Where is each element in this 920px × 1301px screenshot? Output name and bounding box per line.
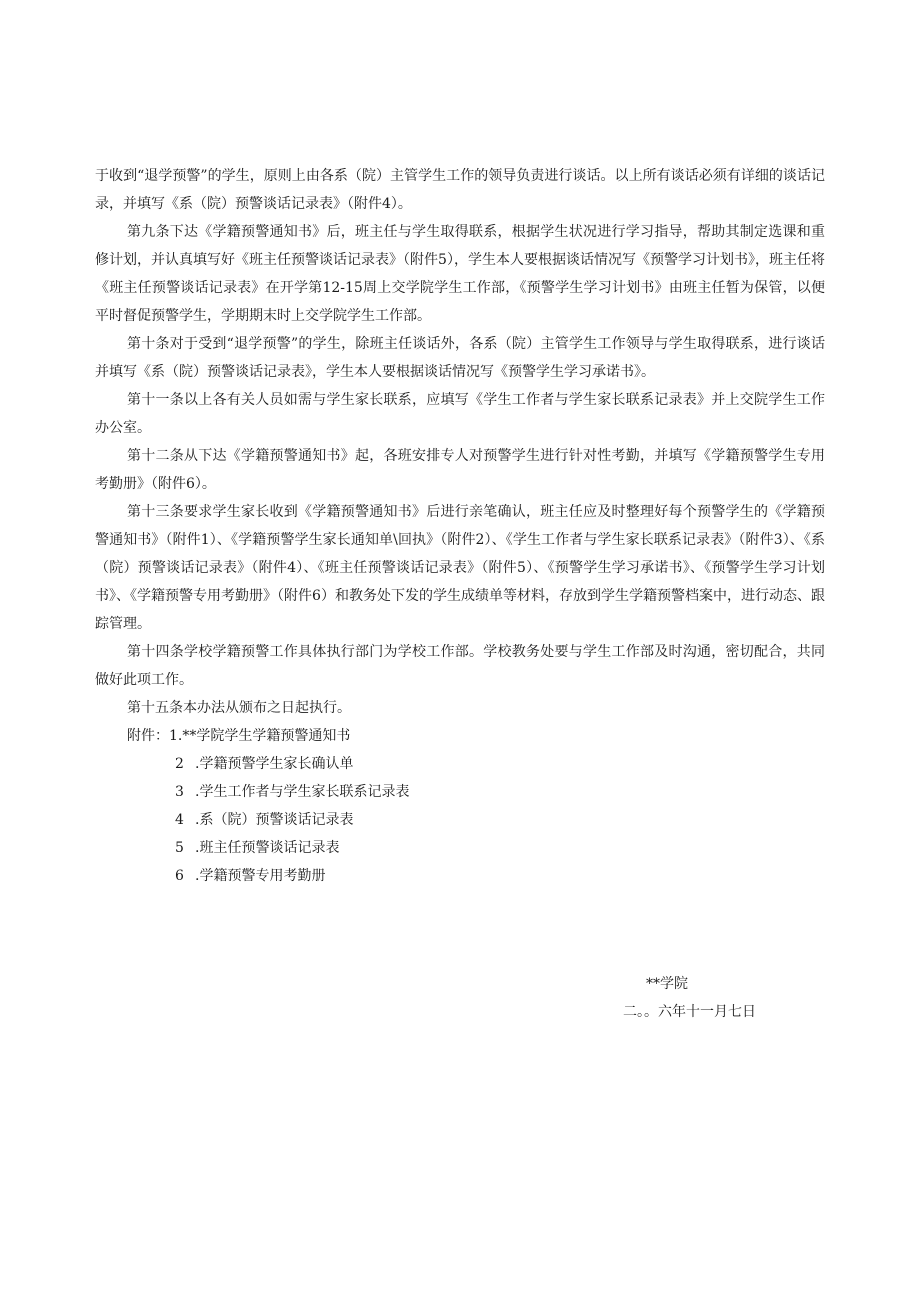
signature-date: 二。。六年十一月七日 bbox=[623, 1004, 756, 1020]
attachment-label: .系（院）预警谈话记录表 bbox=[195, 812, 354, 828]
paragraph-article-10: 第十条对于受到“退学预警”的学生，除班主任谈话外，各系（院）主管学生工作领导与学生取得联系，进行谈话并填写《系（院）预警谈话记录表》，学生本人要根据谈话情况写《预警学生学习承诺书》。 bbox=[95, 336, 825, 380]
attachment-label: .学生工作者与学生家长联系记录表 bbox=[195, 784, 410, 800]
attachment-number: 4 bbox=[175, 812, 184, 828]
attachment-number: 5 bbox=[175, 840, 184, 856]
paragraph-article-12: 第十二条从下达《学籍预警通知书》起，各班安排专人对预警学生进行针对性考勤，并填写《学籍预警学生专用考勤册》（附件6）。 bbox=[95, 448, 825, 492]
paragraph-0: 于收到“退学预警”的学生，原则上由各系（院）主管学生工作的领导负责进行谈话。以上所有谈话必须有详细的谈话记录，并填写《系（院）预警谈话记录表》（附件4）。 bbox=[95, 168, 825, 212]
attachment-item bbox=[95, 806, 825, 834]
document-body bbox=[95, 162, 825, 890]
attachment-label: .学籍预警专用考勤册 bbox=[195, 868, 326, 884]
attachment-label: .学籍预警学生家长确认单 bbox=[195, 756, 354, 772]
attachment-item bbox=[95, 750, 825, 778]
attachment-number: 2 bbox=[175, 756, 184, 772]
attachment-item bbox=[95, 862, 825, 890]
attachment-list bbox=[95, 722, 825, 890]
signature-organization: **学院 bbox=[646, 976, 688, 992]
attachment-number: 3 bbox=[175, 784, 184, 800]
paragraph-article-14: 第十四条学校学籍预警工作具体执行部门为学校工作部。学校教务处要与学生工作部及时沟通，密切配合，共同做好此项工作。 bbox=[95, 644, 825, 688]
paragraph-article-9: 第九条下达《学籍预警通知书》后，班主任与学生取得联系，根据学生状况进行学习指导，帮助其制定选课和重修计划，并认真填写好《班主任预警谈话记录表》（附件5），学生本人要根据谈话情况写《预警学习计划书》，班主任将《班主任预警谈话记录表》在开学第12-15周上交学院学生工作部，《预警学生学习计划书》由班主任暂为保管，以便平时督促预警学生，学期期末时上交学院学生工作部。 bbox=[95, 224, 825, 324]
attachment-item bbox=[95, 778, 825, 806]
attachment-head: 附件：1.**学院学生学籍预警通知书 bbox=[127, 728, 351, 744]
paragraph-article-13: 第十三条要求学生家长收到《学籍预警通知书》后进行亲笔确认，班主任应及时整理好每个预警学生的《学籍预警通知书》（附件1）、《学籍预警学生家长通知单\回执》（附件2）、《学生工作者与学生家长联系记录表》（附件3）、《系（院）预警谈话记录表》（附件4）、《班主任预警谈话记录表》（附件5）、《预警学生学习承诺书》、《预警学生学习计划书》、《学籍预警专用考勤册》（附件6）和教务处下发的学生成绩单等材料，存放到学生学籍预警档案中，进行动态、跟踪管理。 bbox=[95, 504, 825, 632]
paragraph-article-11: 第十一条以上各有关人员如需与学生家长联系，应填写《学生工作者与学生家长联系记录表》并上交院学生工作办公室。 bbox=[95, 392, 825, 436]
attachment-number: 6 bbox=[175, 868, 184, 884]
paragraph-article-15: 第十五条本办法从颁布之日起执行。 bbox=[127, 700, 351, 716]
attachment-item bbox=[95, 834, 825, 862]
attachment-label: .班主任预警谈话记录表 bbox=[195, 840, 340, 856]
